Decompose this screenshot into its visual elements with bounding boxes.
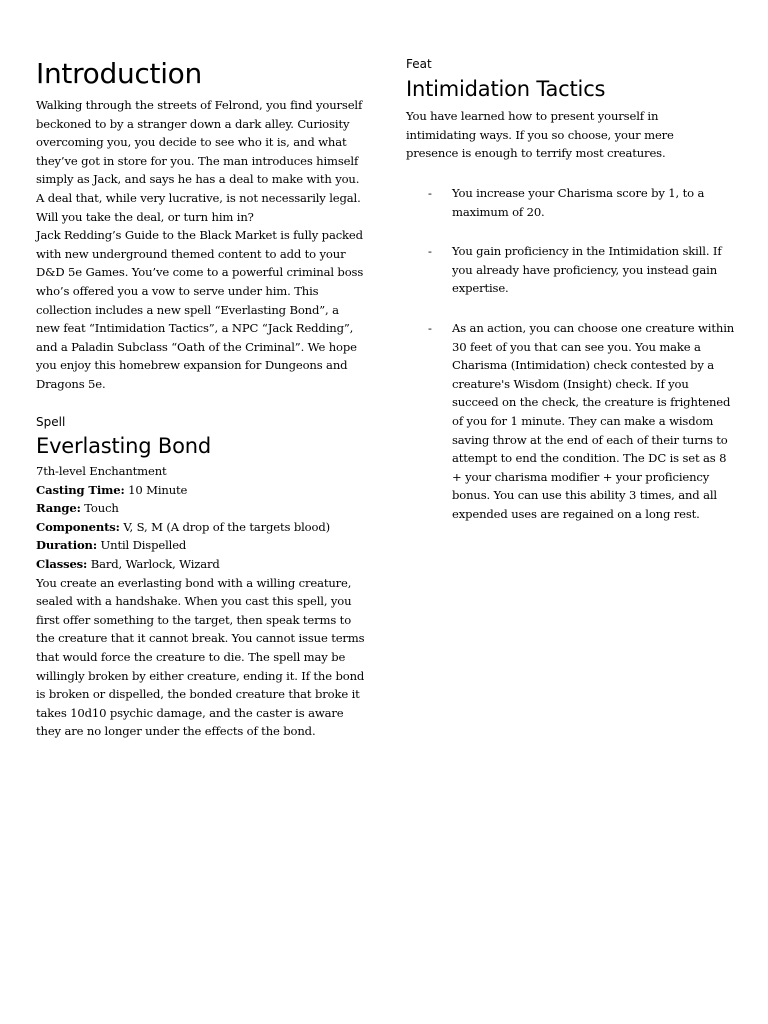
feat-description: You have learned how to present yourself in intimidating ways. If you so choose, your mere presence is enough to terrify most creatures. xyxy=(406,109,674,161)
spell-classes xyxy=(36,555,366,574)
spell-range xyxy=(36,499,366,518)
bullet-dash: - xyxy=(428,186,432,200)
bullet-dash: - xyxy=(428,321,432,335)
introduction-paragraph-1: Walking through the streets of Felrond, you find yourself beckoned to by a stranger down a dark alley. Curiosity overcoming you, you decide to see who it is, and what they’ve got in store for you. The man introduces himself simply as Jack, and says he has a deal to make with you. A deal that, while very lucrative, is not necessarily legal. Will you take the deal, or turn him in? xyxy=(36,98,363,224)
casting-time-value: 10 Minute xyxy=(124,482,188,497)
range-label: Range: xyxy=(36,501,81,516)
components-label: Components: xyxy=(36,519,120,534)
spell-description: You create an everlasting bond with a willing creature, sealed with a handshake. When you cast this spell, you first offer something to the target, then speak terms to the creature that it cannot break. You cannot issue terms that would force the creature to die. The spell may be willingly broken by either creature, ending it. If the bond is broken or dispelled, the bonded creature that broke it takes 10d10 psychic damage, and the caster is aware they are no longer under the effects of the bond. xyxy=(36,575,365,739)
classes-label: Classes: xyxy=(36,556,88,571)
classes-value: Bard, Warlock, Wizard xyxy=(87,556,220,571)
introduction-body xyxy=(36,96,366,394)
feat-benefit-text: You gain proficiency in the Intimidation skill. If you already have proficiency, you instead gain expertise. xyxy=(452,244,722,296)
spell-duration xyxy=(36,536,366,555)
range-value: Touch xyxy=(80,501,119,516)
spell-stat-block xyxy=(36,462,366,741)
spell-components xyxy=(36,518,366,537)
components-value: V, S, M (A drop of the targets blood) xyxy=(119,519,330,534)
introduction-paragraph-2: Jack Redding’s Guide to the Black Market is fully packed with new underground themed content to add to your D&D 5e Games. You’ve come to a powerful criminal boss who’s offered you a vow to serve under him. This collection includes a new spell “Everlasting Bond”, a new feat “Intimidation Tactics”, a NPC “Jack Redding”, and a Paladin Subclass “Oath of the Criminal”. We hope you enjoy this homebrew expansion for Dungeons and Dragons 5e. xyxy=(36,228,364,391)
spell-school: 7th-level Enchantment xyxy=(36,464,167,478)
feat-benefit-text: As an action, you can choose one creature within 30 feet of you that can see you. You make a Charisma (Intimidation) check contested by a creature's Wisdom (Insight) check. If you succeed on the check, the creature is frightened of you for 1 minute. They can make a wisdom saving throw at the end of each of their turns to attempt to end the condition. The DC is set as 8 + your charisma modifier + your proficiency bonus. You can use this ability 3 times, and all expended uses are regained on a long rest. xyxy=(452,321,735,521)
spell-casting-time xyxy=(36,481,366,500)
introduction-heading: Introduction xyxy=(36,57,202,90)
spell-section-tag: Spell xyxy=(36,415,66,429)
feat-benefit-text: You increase your Charisma score by 1, to a maximum of 20. xyxy=(452,186,705,219)
casting-time-label: Casting Time: xyxy=(36,482,125,497)
duration-label: Duration: xyxy=(36,538,97,553)
spell-title: Everlasting Bond xyxy=(36,434,211,458)
feat-title: Intimidation Tactics xyxy=(406,77,606,101)
duration-value: Until Dispelled xyxy=(96,538,187,553)
feat-section-tag: Feat xyxy=(406,57,432,71)
bullet-dash: - xyxy=(428,244,432,258)
